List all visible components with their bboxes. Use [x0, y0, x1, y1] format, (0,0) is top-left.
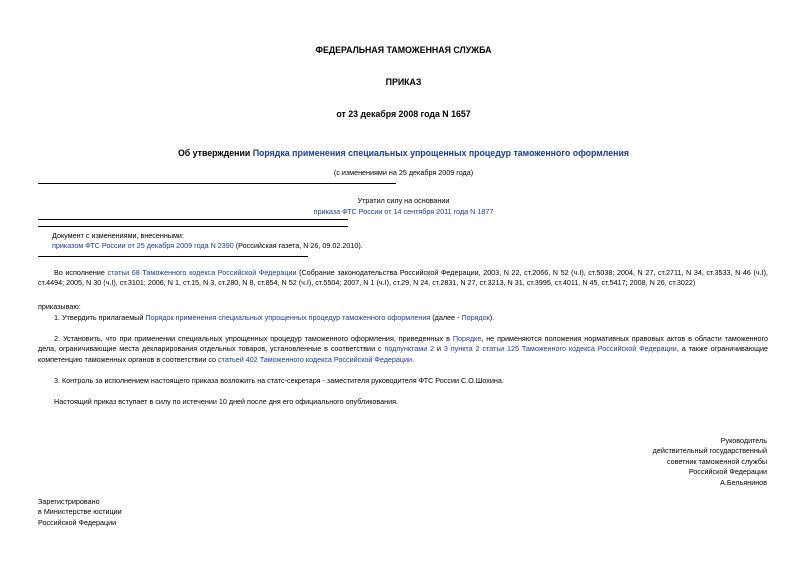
doc-title: [0, 147, 807, 160]
divider: [38, 183, 396, 184]
title-prefix: Об утверждении: [177, 148, 253, 158]
signature-line: советник таможенной службы: [666, 456, 767, 466]
item1-link[interactable]: Порядок применения специальных упрощенных процедур таможенного оформления: [145, 313, 431, 322]
item2-link[interactable]: Порядке: [452, 334, 482, 343]
preamble-rest: (Собрание законодательства Российской Федерации, 2003, N 22, ст.2066, N 52 (ч.I), ст.5038; 2004, N 27, ст.2711, N 34, ст.3533, N 46 (ч.I), ст.4494; 2005, N 30 (ч.I), ст.3101; 2006, N 1, ст.15, N 3, ст.280, N 8, ст.854, N 52 (ч.I), ст.5504; 2007, N 1 (ч.I), ст.29, N 24, ст.2831, N 27, ст.3213, N 31, ст.3995, ст.4011, N 45, ст.5417; 2008, N 26, ст.3022): [38, 268, 768, 288]
divider: [38, 226, 348, 227]
item1-end: ).: [489, 313, 495, 322]
item2-link2[interactable]: подпунктами 2: [384, 344, 435, 354]
item2-mid2: и: [434, 344, 444, 354]
item-1: [38, 313, 768, 323]
expired-link[interactable]: приказа ФТС России от 14 сентября 2011 года N 1877: [313, 207, 494, 216]
signature-name: А.Бельянинов: [720, 477, 767, 487]
item2-link3[interactable]: 3 пункта 2 статьи 125 Таможенного кодекса Российской Федерации: [443, 344, 677, 354]
signature-line: Российской Федерации: [688, 467, 767, 477]
item2-mid1: , не применяются положения нормативных правовых актов в области таможенного дела, ограничивающие места декларирования отдельных товаров, установленные в соответствии с: [38, 334, 768, 354]
title-link[interactable]: Порядка применения специальных упрощенных процедур таможенного оформления: [252, 148, 630, 158]
item-3: 3. Контроль за исполнением настоящего приказа возложить на статс-секретаря - заместителя руководителя ФТС России С.О.Шохина.: [54, 376, 504, 385]
registration-line: в Министерстве юстиции: [38, 507, 122, 517]
amendments-link[interactable]: приказом ФТС России от 25 декабря 2009 года N 2390: [52, 241, 234, 250]
preamble-prefix: Во исполнение: [54, 268, 108, 277]
item-2: [38, 334, 768, 365]
expired-text: Утратил силу на основании: [357, 196, 450, 205]
registration-line: Зарегистрировано: [38, 497, 100, 506]
item2-end: .: [412, 354, 415, 364]
signature-block: [653, 436, 767, 488]
item2-link4[interactable]: статьей 402 Таможенного кодекса Российской Федерации: [218, 354, 413, 364]
signature-line: действительный государственный: [652, 446, 767, 456]
amendments-line: [52, 241, 363, 251]
preamble-paragraph: [38, 268, 768, 289]
divider: [38, 256, 308, 257]
signature-line: Руководитель: [720, 436, 767, 445]
item2-prefix: 2. Установить, что при применении специальных упрощенных процедур таможенного оформления, приведенных в: [54, 334, 453, 343]
registration-line: Российской Федерации: [38, 517, 117, 527]
changes-note: (с изменениями на 25 декабря 2009 года): [333, 168, 474, 177]
item2-mid3: , а также ограничивающие компетенцию таможенных органов в соответствии со: [38, 344, 769, 364]
amendments-label: Документ с изменениями, внесенными:: [52, 231, 184, 240]
registration-block: [38, 497, 122, 528]
item1-mid: (далее -: [430, 313, 462, 322]
doc-type: ПРИКАЗ: [385, 77, 422, 87]
doc-date-number: от 23 декабря 2008 года N 1657: [336, 109, 471, 119]
effective-date: Настоящий приказ вступает в силу по истечении 10 дней после дня его официального опубликования.: [54, 397, 399, 406]
order-word: приказываю:: [38, 302, 81, 311]
agency-name: ФЕДЕРАЛЬНАЯ ТАМОЖЕННАЯ СЛУЖБА: [315, 45, 492, 55]
divider: [38, 219, 348, 220]
amendments-source: (Российская газета, N 26, 09.02.2010).: [233, 241, 363, 250]
item1-prefix: 1. Утвердить прилагаемый: [54, 313, 146, 322]
preamble-link[interactable]: статьи 68 Таможенного кодекса Российской Федерации: [107, 268, 297, 277]
item1-link2[interactable]: Порядок: [461, 313, 490, 322]
